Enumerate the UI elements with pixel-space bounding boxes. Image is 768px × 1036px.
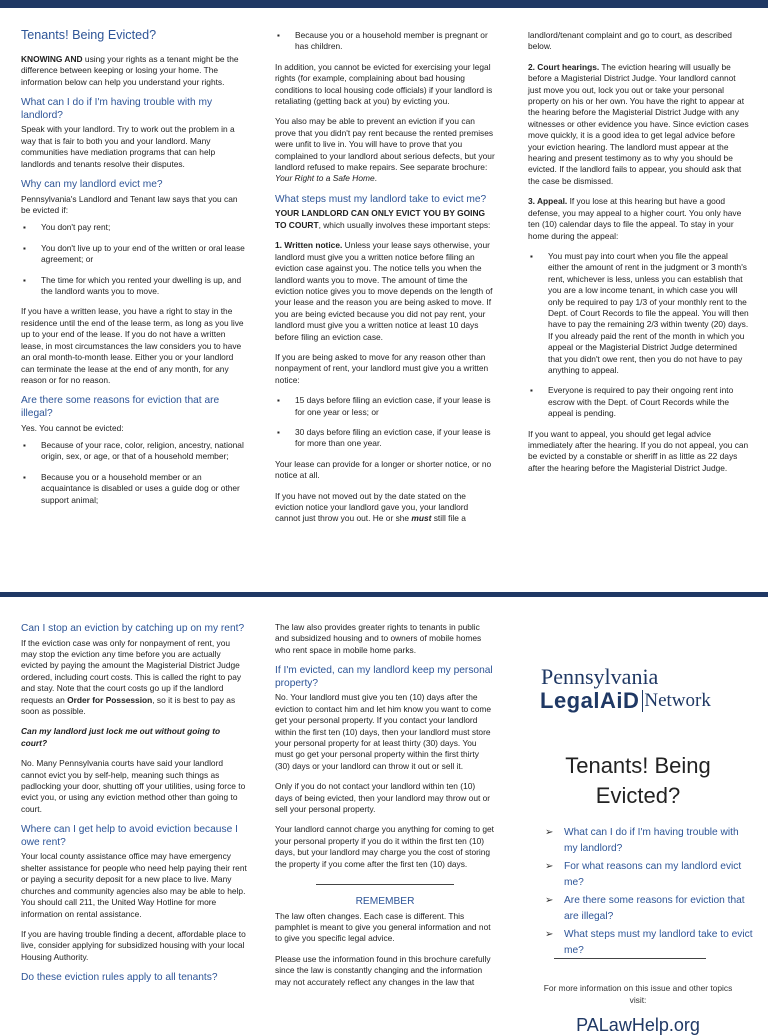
- paragraph-written-notice: [275, 240, 495, 343]
- panel-1: [21, 28, 247, 515]
- must-emphasis: must: [411, 513, 432, 524]
- paragraph-lease: If you have a written lease, you have a right to stay in the residence until the end of the lease term, as long as you live up to your end of the lease. If you do not have a written lease, in most circumstances the law considers you to have an oral month-to-month lease. Either you or your landlord can terminate the lease at the end of any month, for any reason or for no reason.: [21, 306, 244, 385]
- list-item: ▪ Because of your race, color, religion, ancestry, national origin, sex, or age, or that of a household member;: [21, 440, 247, 463]
- brochure-reference: Your Right to a Safe Home: [275, 173, 375, 184]
- order-for-possession: Order for Possession: [67, 694, 153, 705]
- paragraph-law-changes: The law often changes. Each case is different. This pamphlet is meant to give you general information and not to give you specific legal advice.: [275, 910, 491, 944]
- paragraph-help: Your local county assistance office may have emergency shelter assistance for people who need help paying their rent or paying a security deposit for a new place to live. Many churches and community agencies also may be able to help. You should call 211, the United Way Hotline for more information on rental assistance.: [21, 851, 247, 919]
- steps-text: , which usually involves these important steps:: [318, 219, 491, 230]
- paragraph-charges: Your landlord cannot charge you anything for coming to get your personal property if you do it within the first ten (10) days, but your landlord may charge you the cost of storing the property if you come after the first ten (10) days.: [275, 824, 494, 869]
- panel-2: [275, 30, 495, 534]
- why-evict-list: [21, 222, 247, 297]
- hearing-text: The eviction hearing will usually be before a Magisterial District Judge. Your landlord cannot just move you out, lock you out or take your personal property on his or her own. You have the right to appear at the hearing before the Magisterial District Judge with any witnesses or other evidence you have. Since eviction cases move quickly, it is a good idea to get legal advice before your eviction hearing. The landlord must appear at the hearing and present testimony as to why you should be evicted. If the landlord fails to appear, you should ask that the case be dismissed.: [528, 61, 749, 186]
- catch-up-end: , so it is best to pay as soon as possible.: [21, 694, 236, 717]
- list-item: ▪ Because you or a household member is pregnant or has children.: [275, 30, 495, 53]
- intro-text: using your rights as a tenant might be the difference between keeping or losing your home. The information below can help you understand your rights.: [21, 54, 239, 87]
- prevent-text: You also may be able to prevent an eviction if you can prove that you didn't pay rent because the rented premises were unfit to live in. You will have to prove that you complained to your landlord about serious defects, but your landlord refused to make repairs. See separate brochure:: [275, 116, 495, 173]
- panel-5: [275, 622, 495, 997]
- heading-illegal: Are there some reasons for eviction that are illegal?: [21, 395, 220, 419]
- hearing-label: 2. Court hearings.: [528, 61, 600, 72]
- heading-catch-up: Can I stop an eviction by catching up on my rent?: [21, 623, 245, 634]
- list-item: ▪ 15 days before filing an eviction case, if your lease is for one year or less; or: [275, 395, 495, 418]
- intro-paragraph: [21, 54, 247, 88]
- heading-help: Where can I get help to avoid eviction because I owe rent?: [21, 824, 238, 848]
- separator-line: [316, 884, 454, 885]
- paragraph-court-hearings: [528, 62, 750, 187]
- logo-pennsylvania: Pennsylvania: [541, 664, 659, 689]
- list-item: ▪ You don't pay rent;: [21, 222, 247, 233]
- heading-trouble: What can I do if I'm having trouble with my landlord?: [21, 97, 213, 121]
- not-moved-end: still file a: [431, 513, 466, 524]
- question-lockout: [21, 726, 247, 749]
- panel-4: [21, 623, 247, 987]
- paragraph-other-reason: If you are being asked to move for any reason other than nonpayment of rent, your landlord must give you a written notice:: [275, 351, 489, 385]
- list-item: ▪ You must pay into court when you file the appeal either the amount of rent in the judgment or 3 month's rent, whichever is less, unless you can establish that you are a low income tenant, in which case you will only be required to pay 1/3 of your monthly rent to the Dept. of Court Records to file the appeal. You will then have to pay the remaining 2/3 within twenty (20) days. If you already paid the rent of the month in which you appeal or the Magisterial District Judge determined that you didn't owe rent, then you do not have to pay anything to appeal.: [528, 251, 750, 376]
- not-moved-text: If you have not moved out by the date stated on the eviction notice your landlord gave you, your landlord cannot just throw you out. He or she: [275, 490, 469, 524]
- illegal-list-continued: [275, 30, 495, 53]
- lockout-question-text: Can my landlord just lock me out without going to court?: [21, 726, 221, 748]
- website-link[interactable]: PALawHelp.org: [576, 1015, 700, 1035]
- heading-steps: What steps must my landlord take to evict me?: [275, 193, 487, 205]
- paragraph-illegal: Yes. You cannot be evicted:: [21, 422, 124, 433]
- logo-legal-aid: LegalAiD: [540, 688, 640, 713]
- logo-network: Network: [644, 690, 711, 711]
- panel-3: [528, 30, 750, 483]
- paragraph-notice-length: Your lease can provide for a longer or shorter notice, or no notice at all.: [275, 458, 492, 481]
- list-item: ▪ Because you or a household member or an acquaintance is disabled or uses a guide dog or other support animal;: [21, 472, 247, 506]
- more-info-text: For more information on this issue and other topics visit:: [543, 983, 733, 1005]
- list-item: ▪ 30 days before filing an eviction case, if your lease is for more than one year.: [275, 427, 495, 450]
- notice-label: 1. Written notice.: [275, 240, 343, 251]
- paragraph-no-contact: Only if you do not contact your landlord within ten (10) days of being evicted, then your landlord may throw out or sell your personal property.: [275, 781, 491, 815]
- list-item: ▪ You don't live up to your end of the written or oral lease agreement; or: [21, 243, 247, 266]
- paragraph-lockout: No. Many Pennsylvania courts have said your landlord cannot evict you by self-help, meaning such things as padlocking your door, shutting off your utilities, using force to evict you, or using any eviction method other than going to court.: [21, 758, 246, 814]
- cover-topics-list: [544, 825, 754, 961]
- catch-up-text: If the eviction case was only for nonpayment of rent, you may stop the eviction any time before you are actually evicted by paying the amount the Magisterial District Judge ordered, including court costs. This is called the right to pay and stay. Note that the court costs go up if the landlord requests an: [21, 637, 242, 705]
- appeal-list: [528, 251, 750, 420]
- brochure-page-outside: [0, 597, 768, 1035]
- paragraph-prevent: You also may be able to prevent an eviction if you can prove that you didn't pay rent because the rented premises were unfit to live in. You will have to prove that you complained to your landlord about serious defects, but your landlord refused to make repairs. See separate brochure: Your Right to a Safe Home.: [275, 116, 495, 184]
- paragraph-appeal-advice: If you want to appeal, you should get legal advice immediately after the hearing. If you do not appeal, you can be evicted by a constable or sheriff in as little as 22 days after the hearing before the Magisterial District Judge.: [528, 428, 749, 473]
- legal-aid-network-logo: [540, 665, 740, 713]
- logo-bottom-row: [540, 689, 740, 713]
- cover-title: Tenants! Being Evicted?: [565, 753, 711, 808]
- appeal-label: 3. Appeal.: [528, 196, 568, 207]
- paragraph-trouble: Speak with your landlord. Try to work out the problem in a way that is fair to both you and your landlord. Many communities have mediation programs that can help landlords and tenants resolve their disputes.: [21, 124, 235, 169]
- list-item: ▪ The time for which you rented your dwelling is up, and the landlord wants you to move.: [21, 275, 247, 298]
- illegal-list: [21, 440, 247, 506]
- cover-separator: [554, 958, 706, 959]
- heading-rules-apply: Do these eviction rules apply to all tenants?: [21, 972, 218, 984]
- paragraph-use-carefully: Please use the information found in this brochure carefully since the law is constantly changing and the information may not accurately reflect any changes in the law that: [275, 953, 491, 987]
- paragraph-protections: The law also provides greater rights to tenants in public and subsidized housing and to owners of mobile homes who rent space in mobile home parks.: [275, 622, 482, 655]
- list-item: ➢ Are there some reasons for eviction that are illegal?: [544, 893, 754, 925]
- logo-divider: [642, 690, 643, 712]
- paragraph-not-moved: [275, 491, 495, 525]
- paragraph-steps: [275, 208, 495, 231]
- paragraph-property: No. Your landlord must give you ten (10) days after the eviction to contact him and let him know you want to come get your personal property. If you contact your landlord within the first ten (10) days, then your landlord must store your personal property for at least thirty (30) days. You must go get your personal property within the first thirty (30) days or your landlord can throw it out or sell it.: [275, 692, 491, 771]
- list-item: ➢ For what reasons can my landlord evict me?: [544, 859, 754, 891]
- list-item: ▪ Everyone is required to pay their ongoing rent into escrow with the Dept. of Court Records while the appeal is pending.: [528, 385, 750, 419]
- paragraph-appeal: [528, 196, 750, 242]
- paragraph-subsidized: If you are having trouble finding a decent, affordable place to live, consider applying for subsidized housing with your local Housing Authority.: [21, 928, 246, 962]
- appeal-text: If you lose at this hearing but have a good defense, you may appeal to a higher court. You only have ten (10) calendar days to file the appeal. To stay in your home during the appeal:: [528, 196, 742, 241]
- heading-property: If I'm evicted, can my landlord keep my personal property?: [275, 665, 493, 689]
- paragraph-retaliation: In addition, you cannot be evicted for exercising your legal rights (for example, complaining about bad housing conditions to local housing code officials) if your landlord is retaliating (getting back at you) by evicting you.: [275, 61, 493, 107]
- list-item: ➢ What steps must my landlord take to evict me?: [544, 927, 754, 959]
- brochure-page-inside: [0, 8, 768, 592]
- list-item: ➢ What can I do if I'm having trouble with my landlord?: [544, 825, 754, 857]
- steps-bold: YOUR LANDLORD CAN ONLY EVICT YOU BY GOING TO COURT: [275, 208, 486, 230]
- paragraph-catch-up: [21, 638, 247, 718]
- notice-text: Unless your lease says otherwise, your landlord must give you a written notice before filing an eviction case against you. The notice tells you when the landlord wants you to move. The amount of time the eviction notice gives you to move depends on the length of your lease and the reason you are being asked to move. If you are being evicted because you did not pay rent, your landlord must give you a written notice at least 10 days before filing an eviction case.: [275, 240, 493, 342]
- paragraph-why-evict: Pennsylvania's Landlord and Tenant law says that you can be evicted if:: [21, 193, 238, 216]
- notice-days-list: [275, 395, 495, 450]
- heading-why-evict: Why can my landlord evict me?: [21, 179, 163, 191]
- brochure-title: Tenants! Being Evicted?: [21, 28, 157, 42]
- top-border: [0, 0, 768, 8]
- intro-lead: KNOWING AND: [21, 54, 83, 64]
- paragraph-continued: landlord/tenant complaint and go to court, as described below.: [528, 30, 732, 52]
- remember-heading: REMEMBER: [355, 896, 415, 908]
